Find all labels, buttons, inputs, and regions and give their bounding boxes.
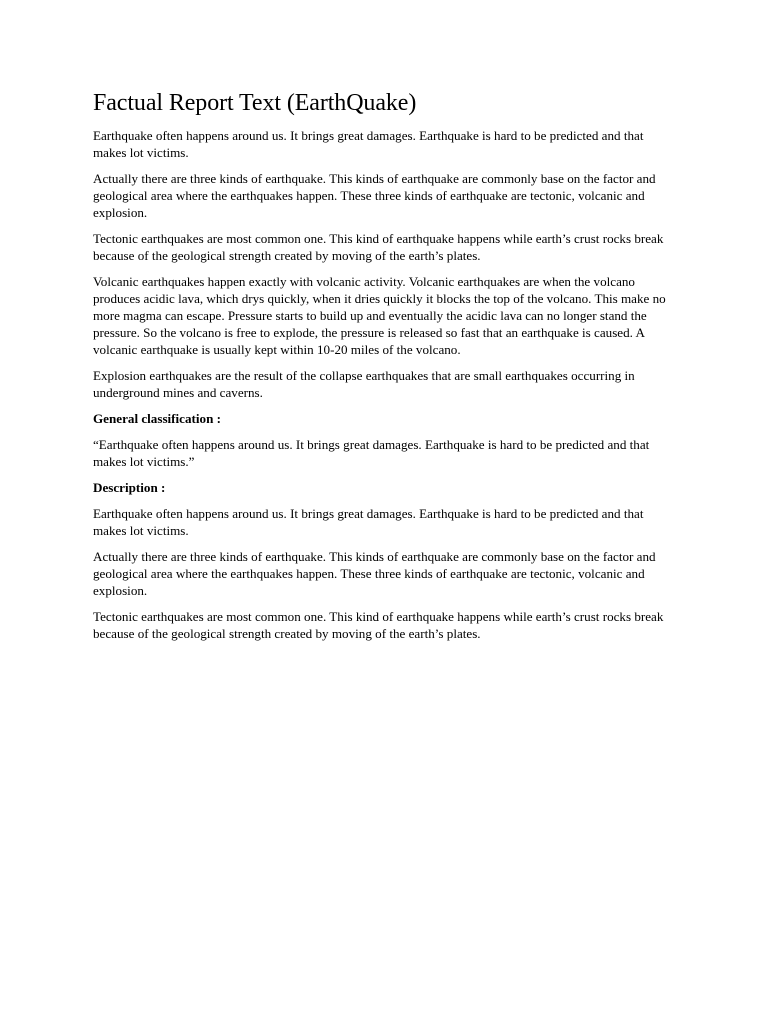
intro-paragraph: Earthquake often happens around us. It brings great damages. Earthquake is hard to be predicted and that makes lot victims.: [93, 128, 644, 160]
description-paragraph: Tectonic earthquakes are most common one. This kind of earthquake happens while earth’s crust rocks break because of the geological strength created by moving of the earth’s plates.: [93, 609, 664, 641]
intro-paragraph: Explosion earthquakes are the result of the collapse earthquakes that are small earthquakes occurring in underground mines and caverns.: [93, 368, 635, 400]
intro-paragraph: Actually there are three kinds of earthquake. This kinds of earthquake are commonly base on the factor and geological area where the earthquakes happen. These three kinds of earthquake are tectonic, volcanic and explosion.: [93, 171, 656, 220]
general-classification-text: “Earthquake often happens around us. It brings great damages. Earthquake is hard to be predicted and that makes lot victims.”: [93, 437, 650, 469]
description-paragraph: Earthquake often happens around us. It brings great damages. Earthquake is hard to be predicted and that makes lot victims.: [93, 506, 644, 538]
description-paragraph: Actually there are three kinds of earthquake. This kinds of earthquake are commonly base on the factor and geological area where the earthquakes happen. These three kinds of earthquake are tectonic, volcanic and explosion.: [93, 549, 656, 598]
document-title: Factual Report Text (EarthQuake): [93, 90, 417, 116]
intro-paragraph: Volcanic earthquakes happen exactly with volcanic activity. Volcanic earthquakes are when the volcano produces acidic lava, which drys quickly, when it dries quickly it blocks the top of the volcano. This make no more magma can escape. Pressure starts to build up and eventually the acidic lava can no longer stand the pressure. So the volcano is free to explode, the pressure is released so fast that an earthquake is caused. A volcanic earthquake is usually kept within 10-20 miles of the volcano.: [93, 274, 666, 357]
general-classification-heading: General classification :: [93, 411, 222, 426]
document-body: [93, 88, 676, 651]
description-heading: Description :: [93, 480, 166, 495]
intro-paragraph: Tectonic earthquakes are most common one. This kind of earthquake happens while earth’s crust rocks break because of the geological strength created by moving of the earth’s plates.: [93, 231, 664, 263]
